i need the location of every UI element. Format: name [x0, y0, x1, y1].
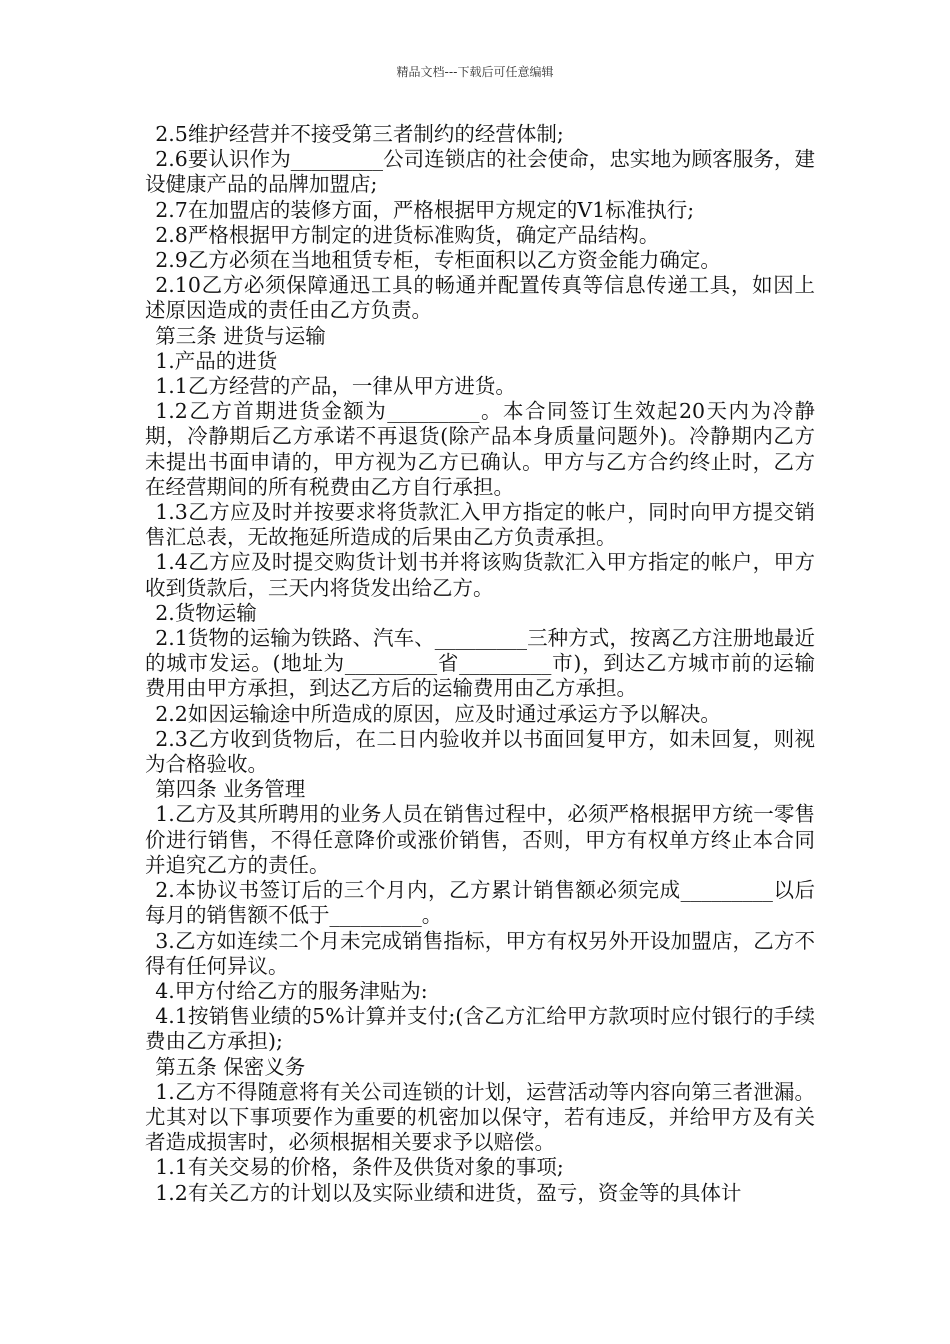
document-body: [145, 122, 815, 1206]
clause-business-4-1: 4.1按销售业绩的5%计算并支付;(含乙方汇给甲方款项时应付银行的手续费由乙方承担);: [145, 1004, 815, 1054]
clause-secrecy-1-1: 1.1有关交易的价格，条件及供货对象的事项;: [155, 1155, 564, 1180]
clause-transport-2-1: 2.1货物的运输为铁路、汽车、_________三种方式，按离乙方注册地最近的城市发运。(地址为_________省_________市)，到达乙方城市前的运输费用由甲方承担，到达乙方后的运输费用由乙方承担。: [145, 626, 815, 701]
article-5-heading: 第五条 保密义务: [155, 1054, 306, 1079]
clause-business-2: 2.本协议书签订后的三个月内，乙方累计销售额必须完成_________以后每月的销售额不低于_________。: [145, 878, 815, 928]
clause-business-3: 3.乙方如连续二个月未完成销售指标，甲方有权另外开设加盟店，乙方不得有任何异议。: [145, 928, 815, 978]
clause-2-5: 2.5维护经营并不接受第三者制约的经营体制;: [155, 122, 564, 146]
clause-2-7: 2.7在加盟店的装修方面，严格根据甲方规定的V1标准执行;: [155, 197, 695, 222]
clause-2-9: 2.9乙方必须在当地租赁专柜，专柜面积以乙方资金能力确定。: [155, 248, 721, 273]
section-product-purchase: 1.产品的进货: [155, 348, 278, 373]
clause-2-6: 2.6要认识作为_________公司连锁店的社会使命，忠实地为顾客服务，建设健康产品的品牌加盟店;: [145, 147, 815, 197]
clause-business-4: 4.甲方付给乙方的服务津贴为:: [155, 978, 428, 1003]
article-3-heading: 第三条 进货与运输: [155, 323, 326, 348]
clause-business-1: 1.乙方及其所聘用的业务人员在销售过程中，必须严格根据甲方统一零售价进行销售，不得任意降价或涨价销售，否则，甲方有权单方终止本合同并追究乙方的责任。: [145, 802, 815, 877]
page-header: 精品文档---下载后可任意编辑: [396, 65, 554, 79]
clause-1-1: 1.1乙方经营的产品，一律从甲方进货。: [155, 374, 516, 399]
clause-2-8: 2.8严格根据甲方制定的进货标准购货，确定产品结构。: [155, 222, 660, 247]
clause-secrecy-1: 1.乙方不得随意将有关公司连锁的计划，运营活动等内容向第三者泄漏。尤其对以下事项要作为重要的机密加以保守，若有违反，并给甲方及有关者造成损害时，必须根据相关要求予以赔偿。: [145, 1079, 815, 1155]
clause-secrecy-1-2: 1.2有关乙方的计划以及实际业绩和进货，盈亏，资金等的具体计: [155, 1180, 742, 1205]
clause-1-2: 1.2乙方首期进货金额为_________。本合同签订生效起20天内为冷静期，冷静期后乙方承诺不再退货(除产品本身质量问题外)。冷静期内乙方未提出书面申请的，甲方视为乙方已确认。甲方与乙方合约终止时，乙方在经营期间的所有税费由乙方自行承担。: [145, 399, 815, 499]
clause-transport-2-2: 2.2如因运输途中所造成的原因，应及时通过承运方予以解决。: [155, 701, 721, 726]
clause-2-10: 2.10乙方必须保障通迅工具的畅通并配置传真等信息传递工具，如因上述原因造成的责任由乙方负责。: [145, 273, 815, 323]
clause-transport-2-3: 2.3乙方收到货物后，在二日内验收并以书面回复甲方，如未回复，则视为合格验收。: [145, 726, 815, 777]
clause-1-4: 1.4乙方应及时提交购货计划书并将该购货款汇入甲方指定的帐户，甲方收到货款后，三天内将货发出给乙方。: [145, 550, 815, 600]
clause-1-3: 1.3乙方应及时并按要求将货款汇入甲方指定的帐户，同时向甲方提交销售汇总表，无故拖延所造成的后果由乙方负责承担。: [145, 500, 815, 550]
section-goods-transport: 2.货物运输: [155, 600, 257, 625]
article-4-heading: 第四条 业务管理: [155, 777, 306, 802]
